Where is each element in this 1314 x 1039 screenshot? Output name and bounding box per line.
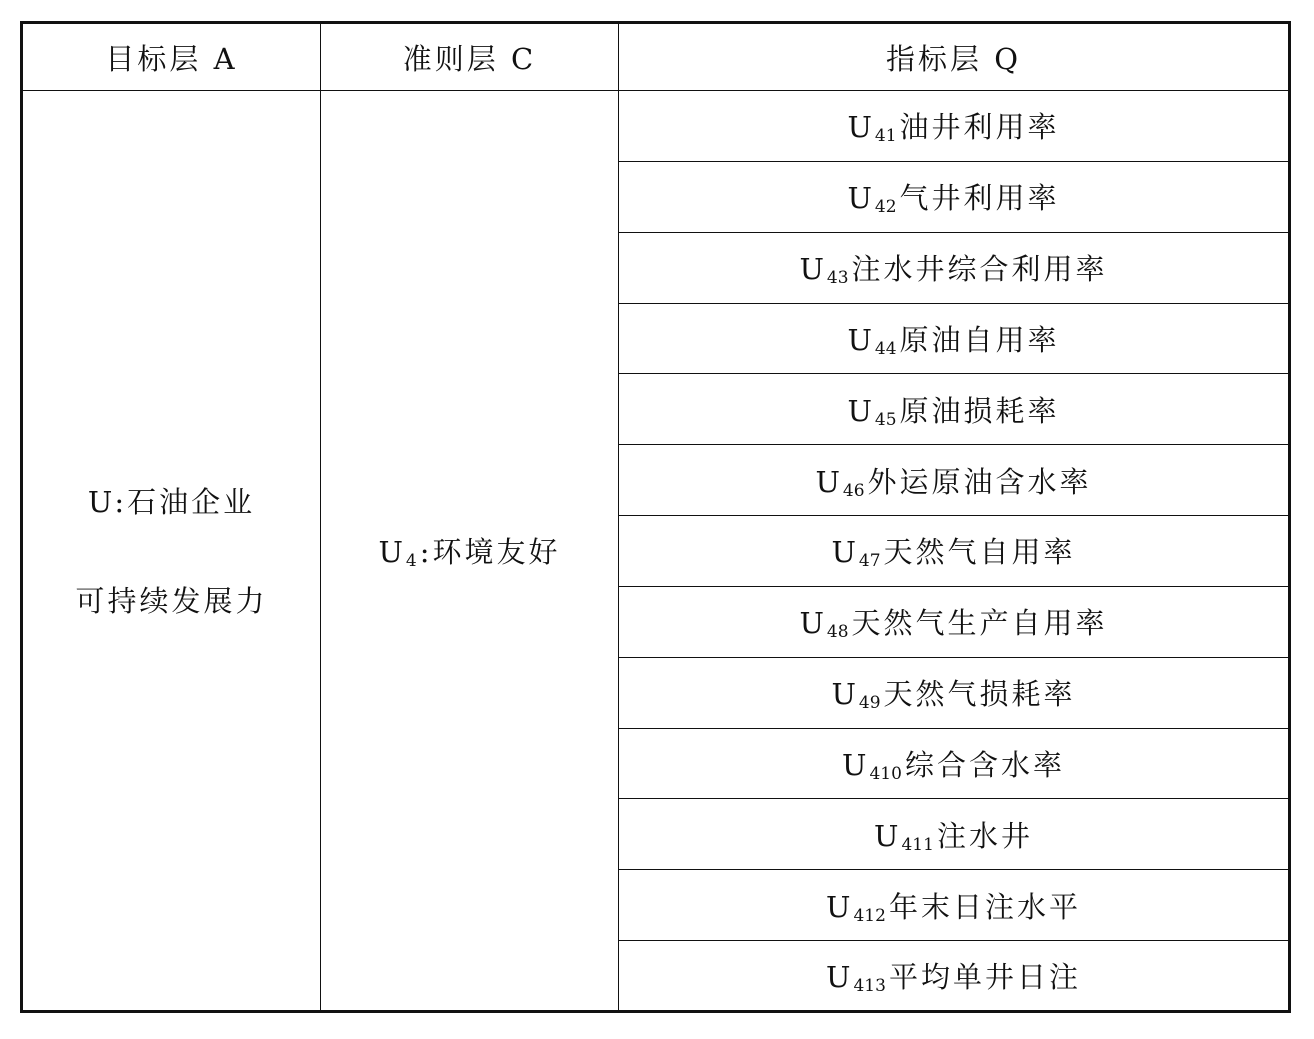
criterion-label: :环境友好 (419, 534, 561, 569)
indicator-prefix: U (799, 606, 827, 641)
indicator-prefix: U (847, 110, 875, 145)
criterion-subscript: 4 (405, 550, 417, 571)
indicator-prefix: U (847, 322, 875, 357)
evaluation-index-table (20, 21, 1291, 1013)
indicator-cell (619, 586, 1290, 657)
indicator-prefix: U (847, 181, 875, 216)
indicator-prefix: U (847, 393, 875, 428)
indicator-subscript: 48 (826, 622, 849, 643)
indicator-subscript: 42 (874, 197, 897, 218)
indicator-cell (619, 303, 1290, 374)
indicator-cell (619, 516, 1290, 587)
goal-cell (22, 91, 321, 1012)
indicator-cell (619, 232, 1290, 303)
indicator-subscript: 410 (869, 764, 902, 785)
indicator-subscript: 43 (826, 268, 849, 289)
indicator-label: 天然气生产自用率 (851, 606, 1108, 641)
indicator-subscript: 45 (874, 409, 897, 430)
indicator-cell (619, 870, 1290, 941)
indicator-subscript: 47 (858, 551, 881, 572)
indicator-subscript: 49 (858, 693, 881, 714)
indicator-label: 平均单井日注 (888, 960, 1081, 995)
indicator-label: 油井利用率 (899, 110, 1060, 145)
header-criterion-layer: 准则层 C (321, 23, 619, 91)
indicator-cell (619, 728, 1290, 799)
indicator-prefix: U (799, 252, 827, 287)
indicator-cell (619, 941, 1290, 1012)
goal-line-2: 可持续发展力 (75, 584, 268, 619)
header-goal-layer: 目标层 A (22, 23, 321, 91)
indicator-subscript: 412 (853, 905, 886, 926)
indicator-label: 注水井综合利用率 (851, 252, 1108, 287)
indicator-label: 综合含水率 (904, 748, 1065, 783)
header-indicator-layer: 指标层 Q (619, 23, 1290, 91)
indicator-cell (619, 445, 1290, 516)
indicator-label: 外运原油含水率 (867, 464, 1092, 499)
indicator-prefix: U (874, 818, 902, 853)
indicator-cell (619, 374, 1290, 445)
indicator-label: 年末日注水平 (888, 889, 1081, 924)
indicator-subscript: 44 (874, 338, 897, 359)
indicator-subscript: 411 (901, 834, 934, 855)
criterion-cell (321, 91, 619, 1012)
indicator-label: 天然气自用率 (883, 535, 1076, 570)
goal-text (23, 480, 320, 620)
indicator-cell (619, 657, 1290, 728)
indicator-prefix: U (815, 464, 843, 499)
table-row (22, 91, 1290, 162)
indicator-label: 注水井 (936, 818, 1033, 853)
indicator-cell (619, 161, 1290, 232)
indicator-prefix: U (831, 535, 859, 570)
indicator-prefix: U (826, 960, 854, 995)
indicator-subscript: 46 (842, 480, 865, 501)
indicator-label: 原油自用率 (899, 322, 1060, 357)
indicator-prefix: U (831, 677, 859, 712)
criterion-prefix: U (378, 534, 406, 569)
indicator-cell (619, 91, 1290, 162)
indicator-prefix: U (842, 748, 870, 783)
indicator-subscript: 413 (853, 976, 886, 997)
goal-line-1: U:石油企业 (87, 485, 256, 520)
header-row (22, 23, 1290, 91)
indicator-label: 原油损耗率 (899, 393, 1060, 428)
indicator-cell (619, 799, 1290, 870)
indicator-label: 气井利用率 (899, 181, 1060, 216)
indicator-label: 天然气损耗率 (883, 677, 1076, 712)
indicator-subscript: 41 (874, 126, 897, 147)
indicator-prefix: U (826, 889, 854, 924)
